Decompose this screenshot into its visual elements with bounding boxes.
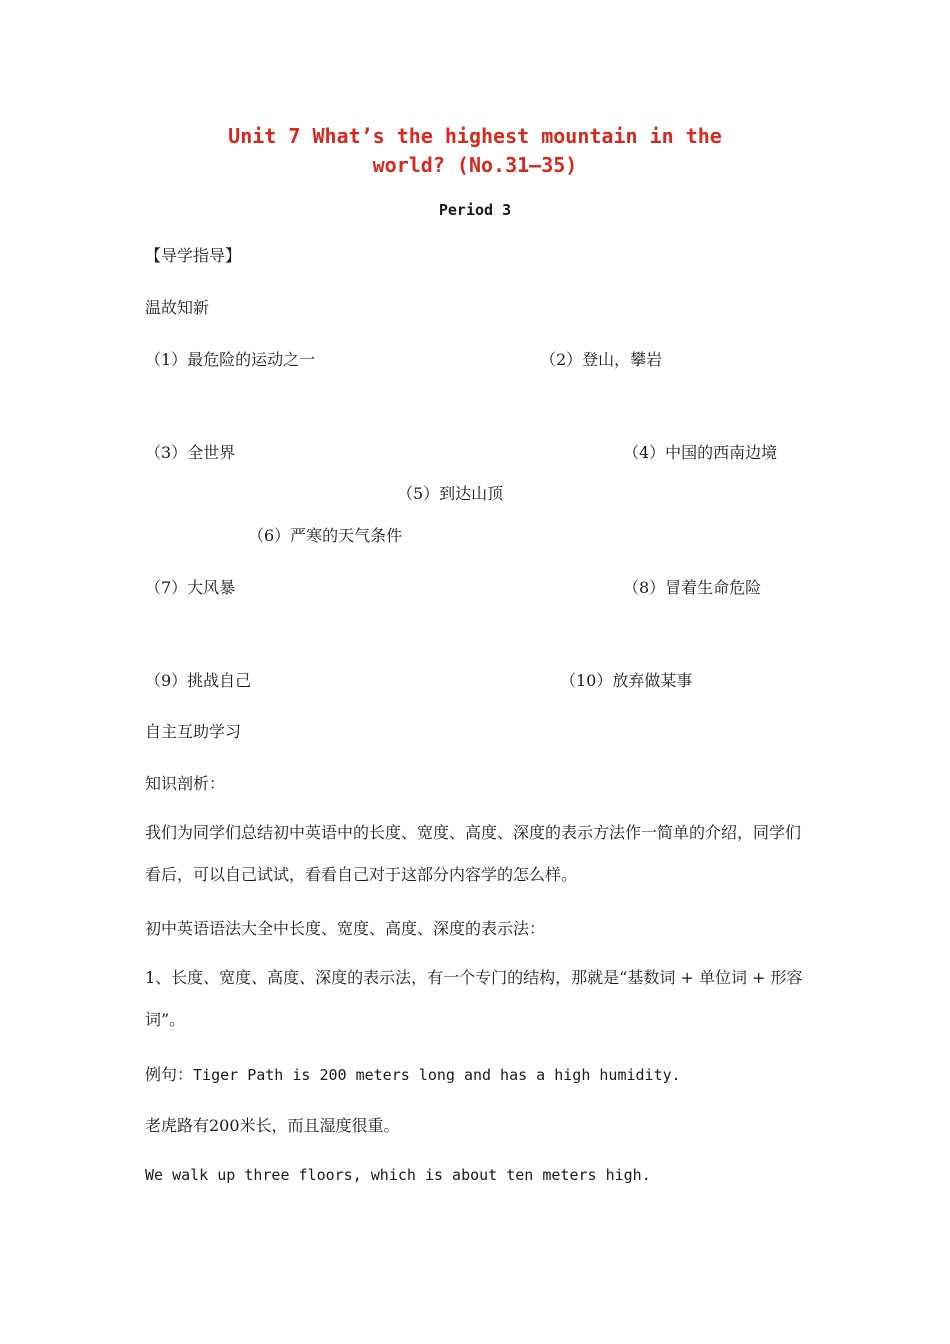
vocab-item-10: （10）放弃做某事 <box>560 671 693 690</box>
example-sentence-1 <box>145 1062 681 1085</box>
grammar-heading: 初中英语语法大全中长度、宽度、高度、深度的表示法： <box>145 919 546 938</box>
vocab-item-8: （8）冒着生命危险 <box>623 578 762 597</box>
example-sentence-en: Tiger Path is 200 meters long and has a high humidity. <box>193 1066 681 1084</box>
example-label: 例句： <box>145 1065 194 1084</box>
example-sentence-2: We walk up three floors, which is about ten meters high. <box>145 1166 651 1184</box>
review-heading: 温故知新 <box>145 298 210 317</box>
document-title-line1: Unit 7 What’s the highest mountain in the <box>228 124 722 148</box>
vocab-item-3: （3）全世界 <box>145 443 236 462</box>
analysis-heading: 知识剖析： <box>145 774 226 793</box>
vocab-item-9: （9）挑战自己 <box>145 671 252 690</box>
example-translation: 老虎路有200米长，而且湿度很重。 <box>145 1116 400 1135</box>
section-guide-heading: 【导学指导】 <box>145 246 242 265</box>
vocab-item-6: （6）严寒的天气条件 <box>248 526 403 545</box>
vocab-item-1: （1）最危险的运动之一 <box>145 350 316 369</box>
vocab-item-4: （4）中国的西南边境 <box>623 443 778 462</box>
vocab-item-5: （5）到达山顶 <box>397 484 504 503</box>
document-title-line2: world? (No.31—35) <box>372 153 578 177</box>
rule-1-paragraph: 1、长度、宽度、高度、深度的表示法，有一个专门的结构，那就是“基数词 + 单位词 + 形容词”。 <box>145 968 803 1029</box>
vocab-item-2: （2）登山，攀岩 <box>540 350 663 369</box>
vocab-item-7: （7）大风暴 <box>145 578 236 597</box>
self-study-heading: 自主互助学习 <box>145 722 242 741</box>
intro-paragraph: 我们为同学们总结初中英语中的长度、宽度、高度、深度的表示方法作一简单的介绍，同学们看后，可以自己试试，看看自己对于这部分内容学的怎么样。 <box>145 823 802 884</box>
period-label: Period 3 <box>438 201 512 219</box>
